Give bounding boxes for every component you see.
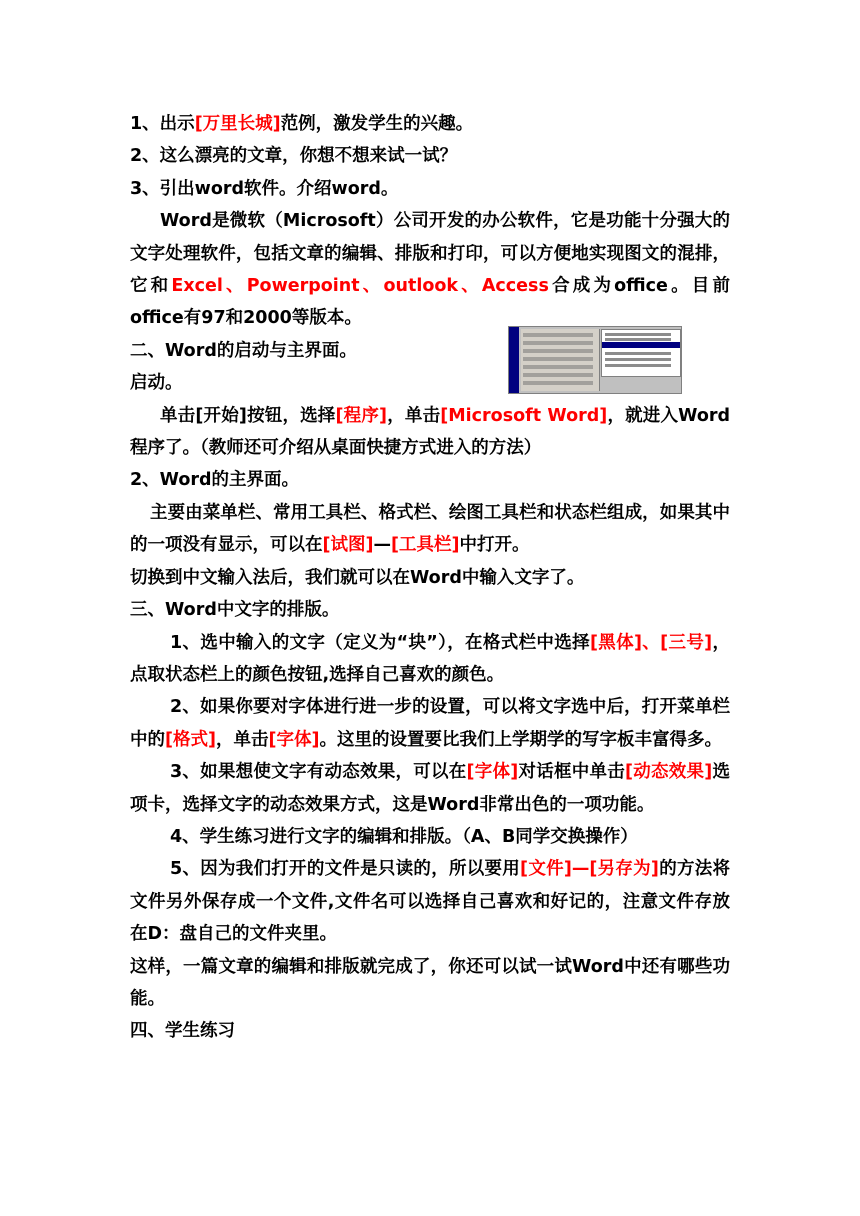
- text: 2、如果你要对字体进行进一步的设置，可以将文字选中后，打开菜单栏中的: [130, 697, 730, 750]
- paragraph-6: 2、Word的主界面。: [130, 470, 300, 491]
- text: ，点取状态栏上的颜色按钮,选择自己喜欢的颜色。: [130, 632, 731, 685]
- menu-row: [523, 341, 593, 345]
- text: 选项卡，选择文字的动态效果方式，这是Word非常出色的一项功能。: [130, 762, 731, 815]
- paragraph-1: [130, 108, 730, 140]
- submenu-row: [605, 358, 671, 361]
- text: 1、选中输入的文字（定义为“块”），在格式栏中选择: [170, 632, 590, 653]
- submenu-row: [605, 364, 671, 367]
- paragraph-8: 切换到中文输入法后，我们就可以在Word中输入文字了。: [130, 567, 585, 588]
- highlight-text: [程序]: [335, 405, 388, 426]
- submenu-highlight: [602, 342, 680, 348]
- submenu-row: [605, 338, 671, 341]
- highlight-text: [动态效果]: [625, 762, 713, 783]
- text: ，单击: [387, 405, 441, 426]
- text: 单击[开始]按钮，选择: [160, 405, 336, 426]
- text: 的方法将文件另外保存成一个文件,文件名可以选择自己喜欢和好记的，注意文件存放在D：盘自己的文件夹里。: [130, 859, 731, 945]
- text: 主要由菜单栏、常用工具栏、格式栏、绘图工具栏和状态栏组成，如果其中的一项没有显示，可以在: [130, 502, 730, 556]
- text: 5、因为我们打开的文件是只读的，所以要用: [170, 859, 521, 880]
- menu-row: [523, 349, 593, 353]
- start-menu-screenshot: [508, 326, 682, 394]
- highlight-text: [万里长城]: [194, 114, 281, 134]
- paragraph-13: [130, 853, 730, 950]
- highlight-text: [格式]: [165, 729, 216, 750]
- highlight-text: [三号]: [660, 632, 713, 653]
- highlight-text: [工具栏]: [391, 535, 460, 556]
- heading-3: 三、Word中文字的排版。: [130, 600, 340, 621]
- paragraph-14: 这样，一篇文章的编辑和排版就完成了，你还可以试一试Word中还有哪些功能。: [130, 956, 730, 1009]
- paragraph-12: 4、学生练习进行文字的编辑和排版。（A、B同学交换操作）: [170, 826, 638, 847]
- menu-row: [523, 365, 593, 369]
- text: 、: [641, 632, 661, 653]
- paragraph-11: [130, 756, 730, 821]
- submenu-row: [605, 352, 671, 355]
- document-body: [130, 108, 730, 1048]
- programs-submenu: [601, 329, 681, 377]
- paragraph-2: 2、这么漂亮的文章，你想不想来试一试？: [130, 146, 458, 167]
- menu-row: [523, 333, 593, 337]
- paragraph-7: [130, 497, 730, 562]
- highlight-text: [文件]: [520, 859, 572, 880]
- text: 对话框中单击: [518, 762, 625, 783]
- submenu-row: [605, 333, 671, 336]
- text: ，单击: [216, 729, 269, 750]
- menu-row: [523, 357, 593, 361]
- text: 。这里的设置要比我们上学期学的写字板丰富得多。: [319, 729, 722, 750]
- highlight-text: Excel、Powerpoint、outlook、Access: [171, 276, 549, 297]
- highlight-text: [另存为]: [589, 859, 659, 880]
- highlight-text: [黑体]: [589, 632, 642, 653]
- text: Word是微软（Microsoft）公司开发的办公软件，它是功能十分强大的文字处理软件，包括文章的编辑、排版和打印，可以方便地实现图文的混排，它和: [130, 211, 730, 297]
- highlight-text: [字体]: [466, 762, 519, 783]
- text: 1、出示: [130, 114, 195, 134]
- menu-row: [523, 381, 593, 385]
- paragraph-4: [130, 205, 730, 335]
- menu-row: [523, 373, 593, 377]
- text: —: [373, 535, 391, 556]
- paragraph-10: [130, 691, 730, 756]
- paragraph-3: 3、引出word软件。介绍word。: [130, 178, 399, 199]
- text: ，就进入Word程序了。（教师还可介绍从桌面快捷方式进入的方法）: [130, 405, 731, 459]
- text: 3、如果想使文字有动态效果，可以在: [170, 762, 467, 783]
- heading-2: 二、Word的启动与主界面。: [130, 340, 357, 361]
- text: 范例，激发学生的兴趣。: [280, 114, 474, 134]
- highlight-text: [字体]: [268, 729, 320, 750]
- highlight-text: [Microsoft Word]: [440, 405, 608, 426]
- start-label: 启动。: [130, 373, 183, 394]
- heading-4: 四、学生练习: [130, 1021, 235, 1042]
- highlight-text: [试图]: [322, 535, 374, 556]
- start-menu-sidebar: [509, 327, 519, 393]
- paragraph-9: [130, 627, 730, 692]
- text: —: [571, 859, 590, 880]
- start-menu-panel: [521, 329, 600, 391]
- text: 中打开。: [459, 535, 530, 556]
- text: 合成为office。目前office有97和2000等版本。: [130, 276, 730, 329]
- paragraph-5: [130, 400, 730, 465]
